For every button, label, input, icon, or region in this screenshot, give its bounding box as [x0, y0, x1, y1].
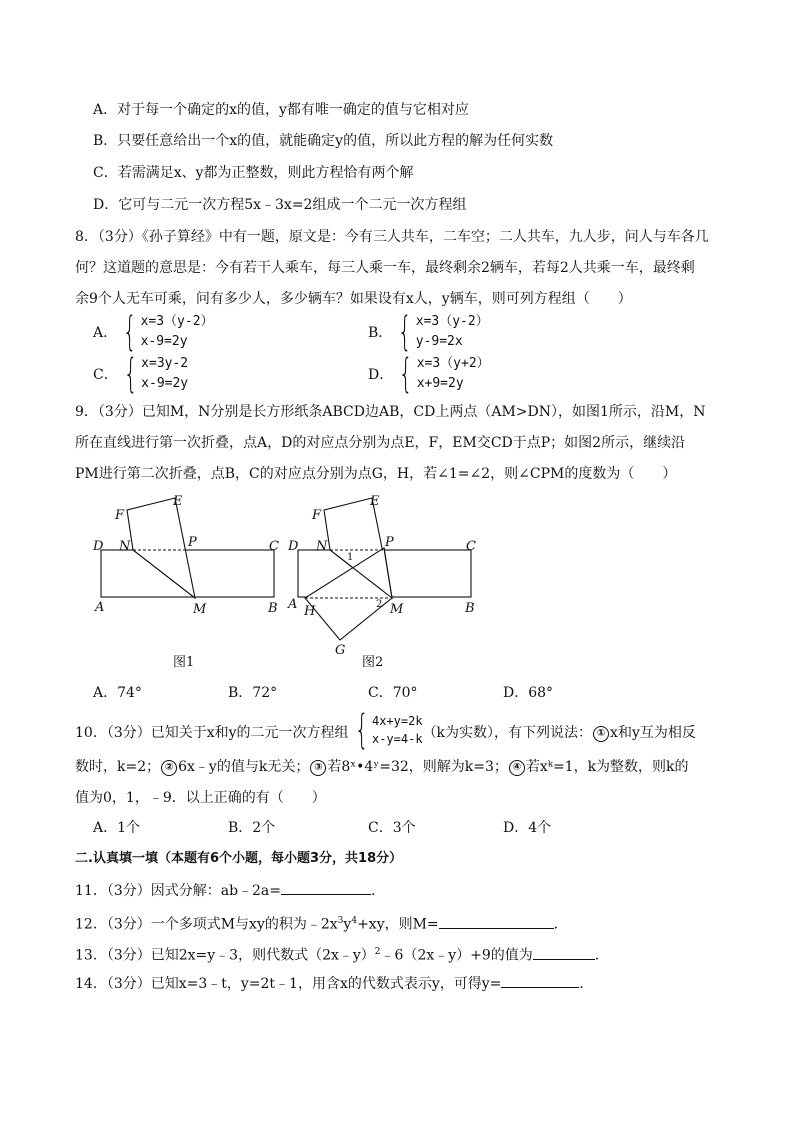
statement-4-text: 若xᵏ=1，k为整数，则k的 — [525, 759, 689, 775]
statement-1-text: x和y互为相反 — [610, 725, 696, 741]
q10-line-2 — [75, 757, 689, 777]
q10-option-c: C．3个 — [368, 820, 416, 836]
equation-row: y-9=2x — [415, 334, 463, 349]
q13-end: ． — [594, 947, 609, 964]
equation-row: x-9=2y — [140, 334, 188, 349]
label-e: E — [173, 494, 183, 509]
q13-text-end: ﹣6（2x﹣y）+9的值为 — [380, 947, 533, 964]
q9-line-3: PM进行第二次折叠，点B，C的对应点分别为点G，H，若∠1=∠2，则∠CPM的度数为（ ） — [75, 466, 677, 482]
brace-icon: { — [398, 309, 413, 355]
equation-row: x=3（y-2） — [415, 314, 489, 329]
label-p: P — [188, 535, 197, 550]
q11-end: ． — [371, 883, 386, 899]
q7-option-b: B．只要任意给出一个x的值，就能确定y的值，所以此方程的解为任何实数 — [93, 133, 554, 149]
q13-text: 13．（3分）已知2x=y﹣3，则代数式（2x﹣y） — [75, 947, 375, 964]
q8-option-a — [93, 309, 214, 355]
equation-row: 4x+y=2k — [371, 714, 423, 728]
equation-row: x-y=4-k — [371, 732, 423, 746]
q8-option-c — [93, 351, 189, 397]
angle-2-label: 2 — [376, 599, 383, 610]
label-p: P — [385, 535, 394, 550]
q13-answer-blank[interactable] — [533, 945, 595, 960]
statement-2-marker: ② — [161, 760, 177, 776]
q10-option-b: B．2个 — [228, 820, 276, 836]
statement-1-end: 数时，k=2； — [75, 759, 161, 775]
section-2-heading: 二.认真填一填（本题有6个小题，每小题3分，共18分） — [75, 851, 403, 866]
brace-icon: { — [122, 309, 137, 355]
q8-line-3: 余9个人无车可乘，问有多少人，多少辆车？如果设有x人，y辆车，则可列方程组（ ） — [75, 291, 632, 307]
q14 — [75, 973, 593, 994]
q7-option-a: A．对于每一个确定的x的值，y都有唯一确定的值与它相对应 — [93, 102, 469, 118]
angle-1-label: 1 — [347, 552, 354, 563]
option-label: B． — [368, 325, 393, 341]
equation-row: x+9=2y — [416, 376, 464, 391]
label-f: F — [312, 508, 322, 523]
brace-icon: { — [398, 351, 413, 397]
statement-3-marker: ③ — [310, 760, 326, 776]
q12-text-end: +xy，则M= — [357, 916, 439, 933]
label-m: M — [390, 602, 404, 617]
q12-text: 12．（3分）一个多项式M与xy的积为﹣2x — [75, 916, 338, 933]
label-m: M — [193, 602, 207, 617]
q10-option-a: A．1个 — [93, 820, 141, 836]
q10-line-1 — [75, 707, 696, 753]
q10-option-d: D．4个 — [503, 820, 552, 836]
q8-option-b — [368, 309, 489, 355]
label-n: N — [316, 539, 328, 554]
option-label: C． — [93, 367, 118, 383]
q12-text-mid: y — [343, 916, 352, 933]
q10-line-3: 值为0，1，﹣9．以上正确的有（ ） — [75, 790, 326, 806]
label-b: B — [268, 601, 278, 616]
label-a: A — [95, 600, 105, 615]
q9-line-2: 所在直线进行第一次折叠，点A，D的对应点分别为点E，F，EM交CD于点P；如图2所示，继续沿 — [75, 435, 686, 451]
figure-1-caption: 图1 — [173, 655, 195, 670]
label-g: G — [335, 643, 346, 658]
brace-icon: { — [123, 351, 138, 397]
option-label: A． — [93, 325, 118, 341]
q13-exponent: 2 — [374, 947, 381, 957]
q12-end: ． — [553, 916, 568, 933]
q9-option-a: A．74° — [93, 685, 142, 701]
q9-option-d: D．68° — [503, 685, 554, 701]
label-a: A — [288, 597, 298, 612]
q13 — [75, 942, 609, 966]
q12 — [75, 911, 568, 935]
option-label: D． — [368, 367, 394, 383]
figure-2 — [298, 498, 471, 640]
q7-option-d: D．它可与二元一次方程5x﹣3x=2组成一个二元一次方程组 — [93, 197, 467, 213]
q9-line-1: 9．（3分）已知M，N分别是长方形纸条ABCD边AB，CD上两点（AM>DN），如图1所示，沿M，N — [75, 404, 706, 420]
q8-line-1: 8．（3分）《孙子算经》中有一题，原文是：今有三人共车，二车空；二人共车，九人步，问人与车各几 — [75, 229, 709, 245]
q10-stem-end: （k为实数），有下列说法： — [422, 725, 593, 741]
label-d: D — [93, 539, 104, 554]
label-f: F — [115, 508, 125, 523]
statement-2-text: 6x﹣y的值与k无关； — [178, 759, 310, 775]
q8-option-d — [368, 351, 490, 397]
figure-2-caption: 图2 — [362, 655, 384, 670]
label-b: B — [465, 601, 475, 616]
q11 — [75, 880, 385, 901]
label-e: E — [370, 494, 380, 509]
label-d: D — [288, 539, 299, 554]
q8-line-2: 何？这道题的意思是：今有若干人乘车，每三人乘一车，最终剩余2辆车，若每2人共乘一车，最终剩 — [75, 260, 695, 276]
q12-answer-blank[interactable] — [439, 914, 554, 929]
equation-row: x-9=2y — [141, 376, 189, 391]
q12-exponent-1: 3 — [337, 916, 344, 926]
q11-answer-blank[interactable] — [281, 880, 371, 895]
label-n: N — [119, 539, 131, 554]
brace-icon: { — [354, 707, 369, 753]
q14-text: 14．（3分）已知x=3﹣t，y=2t﹣1，用含x的代数式表示y，可得y= — [75, 976, 502, 992]
statement-3-text: 若8ˣ•4ʸ=32，则解为k=3； — [327, 759, 508, 775]
q10-equation-system — [349, 707, 423, 753]
q14-answer-blank[interactable] — [501, 973, 579, 988]
equation-row: x=3（y-2） — [140, 314, 214, 329]
q11-text: 11．（3分）因式分解：ab﹣2a= — [75, 883, 282, 899]
q14-end: ． — [579, 976, 594, 992]
label-h: H — [304, 604, 316, 619]
q10-stem: 10．（3分）已知关于x和y的二元一次方程组 — [75, 725, 349, 741]
q7-option-c: C．若需满足x、y都为正整数，则此方程恰有两个解 — [93, 165, 414, 181]
equation-row: x=3y-2 — [141, 356, 189, 371]
q9-figures — [85, 490, 485, 675]
q12-exponent-2: 4 — [351, 916, 358, 926]
label-c: C — [466, 539, 476, 554]
folded-flap — [127, 498, 195, 598]
q9-option-b: B．72° — [228, 685, 278, 701]
statement-1-marker: ① — [593, 726, 609, 742]
statement-4-marker: ④ — [509, 760, 525, 776]
q9-option-c: C．70° — [368, 685, 418, 701]
equation-row: x=3（y+2） — [416, 356, 490, 371]
label-c: C — [269, 539, 279, 554]
